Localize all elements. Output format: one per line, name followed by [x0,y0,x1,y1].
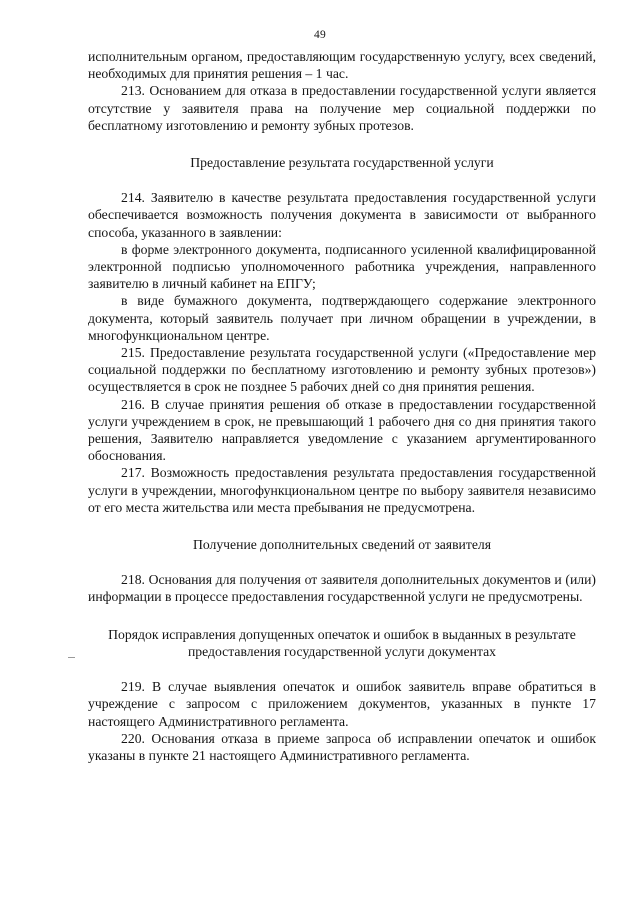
paragraph-215: 215. Предоставление результата государственной услуги («Предоставление мер социальной поддержки по бесплатному изготовлению и ремонту зубных протезов») осуществляется в срок не позднее 5 рабочих дней со дня принятия решения. [88,345,596,395]
page-number: 49 [313,29,327,41]
paragraph-216: 216. В случае принятия решения об отказе в предоставлении государственной услуги учреждением в срок, не превышающий 1 рабочего дня со дня принятия такого решения, Заявителю направляется уведомление с указанием аргументированного обоснования. [88,396,596,464]
paragraph-214-electronic: в форме электронного документа, подписанного усиленной квалифицированной электронной подписью уполномоченного работника учреждения, направленного заявителю в личный кабинет на ЕПГУ; [88,241,596,292]
section-heading-result: Предоставление результата государственной услуги [190,155,494,171]
paragraph-213: 213. Основанием для отказа в предоставлении государственной услуги является отсутствие у заявителя права на получение мер социальной поддержки по бесплатному изготовлению и ремонту зубных протезов. [88,83,596,133]
document-body [88,48,596,764]
paragraph-214-paper: в виде бумажного документа, подтверждающего содержание электронного документа, который заявитель получает при личном обращении в учреждении, в многофункциональном центре. [88,293,596,343]
paragraph-217: 217. Возможность предоставления результата предоставления государственной услуги в учреждении, многофункциональном центре по выбору заявителя независимо от его места жительства или места пребывания не предусмотрена. [88,465,596,515]
section-heading-corrections: Порядок исправления допущенных опечаток и ошибок в выданных в результате предоставления государственной услуги документах [108,626,576,659]
paragraph-219: 219. В случае выявления опечаток и ошибок заявитель вправе обратиться в учреждение с запросом с приложением документов, указанных в пункте 17 настоящего Административного регламента. [88,679,596,729]
paragraph-continuation: исполнительным органом, предоставляющим государственную услугу, всех сведений, необходимых для принятия решения – 1 час. [88,49,596,82]
paragraph-218: 218. Основания для получения от заявителя дополнительных документов и (или) информации в процессе предоставления государственной услуги не предусмотрены. [88,572,596,605]
scan-margin-mark [68,657,75,658]
paragraph-220: 220. Основания отказа в приеме запроса об исправлении опечаток и ошибок указаны в пункте 21 настоящего Административного регламента. [88,730,596,763]
paragraph-214: 214. Заявителю в качестве результата предоставления государственной услуги обеспечивается возможность получения документа в зависимости от выбранного способа, указанного в заявлении: [88,190,596,240]
section-heading-additional-info: Получение дополнительных сведений от заявителя [192,537,492,553]
